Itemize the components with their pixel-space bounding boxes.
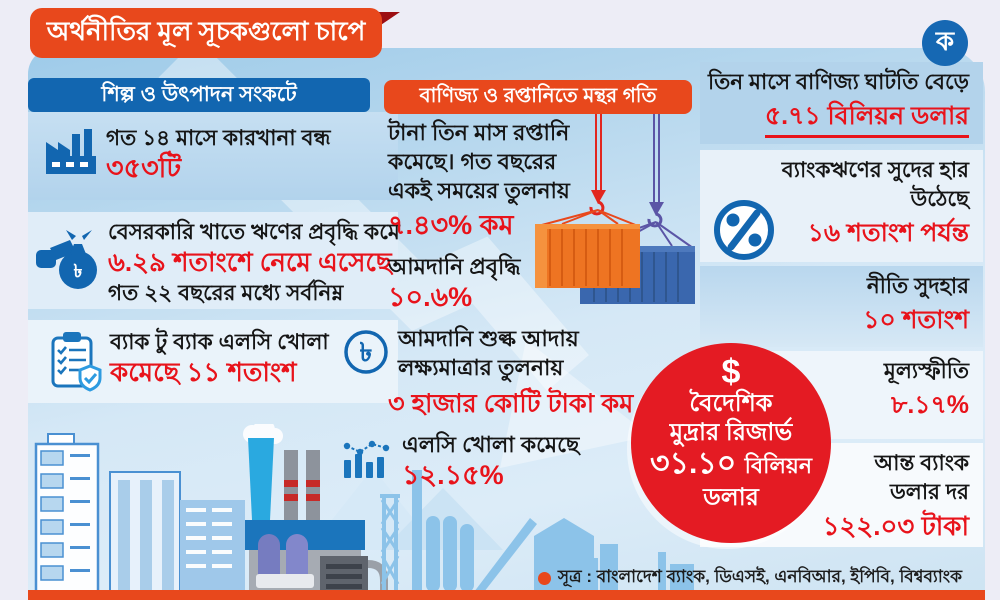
stat-import-growth xyxy=(388,252,520,314)
stat-value: ৩৫৩টি xyxy=(106,153,182,183)
stat-policy-rate xyxy=(700,266,983,347)
stat-lc-opening-decline xyxy=(402,430,579,492)
stat-line: কমেছে। গত বছরের xyxy=(388,149,557,174)
stat-line: টানা তিন মাস রপ্তানি xyxy=(388,120,570,145)
stat-factories-closed xyxy=(106,124,331,185)
stat-label: আন্ত ব্যাংক xyxy=(874,451,969,475)
badge-line: বৈদেশিক xyxy=(689,390,773,417)
badge-value-unit: বিলিয়ন xyxy=(744,453,812,478)
stat-value: ৬.২৯ শতাংশে নেমে এসেছে xyxy=(108,247,392,277)
stat-value: ৮.১৭% xyxy=(891,391,969,419)
stat-value: ১২.১৫% xyxy=(402,460,504,490)
stat-value: ৭.৪৩% কম xyxy=(388,210,514,240)
stat-value: ৫.৭১ বিলিয়ন ডলার xyxy=(765,100,969,138)
source-bullet-icon xyxy=(538,572,551,585)
page-title: অর্থনীতির মূল সূচকগুলো চাপে xyxy=(30,8,382,58)
taka-circle-icon xyxy=(342,328,390,376)
bar-chart-icon xyxy=(342,438,394,480)
stat-line: আমদানি শুল্ক আদায় xyxy=(398,326,579,351)
stat-value: ১২২.০৩ টাকা xyxy=(822,511,969,541)
clipboard-check-icon xyxy=(48,330,104,392)
stat-private-credit-growth xyxy=(108,218,400,307)
stat-label: তিন মাসে বাণিজ্য ঘাটতি বেড়ে xyxy=(707,70,969,94)
taka-symbol: ৳ xyxy=(73,261,83,281)
stat-label: আমদানি প্রবৃদ্ধি xyxy=(388,254,521,279)
stat-value: ৩ হাজার কোটি টাকা কম xyxy=(388,390,634,418)
stat-label: ব্যাংকঋণের সুদের হার xyxy=(781,158,969,182)
stat-import-duty-shortfall xyxy=(398,324,579,382)
stat-back-to-back-lc xyxy=(110,328,329,389)
stat-label: মূল্যস্ফীতি xyxy=(883,359,969,383)
badge-line: ডলার xyxy=(703,484,759,511)
stat-label: ব্যাক টু ব্যাক এলসি খোলা xyxy=(110,330,329,354)
section-header-industry: শিল্প ও উৎপাদন সংকটে xyxy=(28,78,370,112)
taka-symbol: ৳ xyxy=(359,337,373,367)
percent-icon xyxy=(712,198,776,262)
stat-label: উঠেছে xyxy=(910,187,969,211)
newspaper-logo-icon: ক xyxy=(922,20,968,66)
stat-label: এলসি খোলা কমেছে xyxy=(402,432,580,457)
source-line xyxy=(538,564,962,592)
stat-export-decline xyxy=(388,118,570,242)
factory-icon xyxy=(44,126,98,176)
stat-value: ১০.৬% xyxy=(388,282,473,312)
stat-value: কমেছে ১১ শতাংশ xyxy=(110,357,297,387)
badge-value: ৩১.১০ xyxy=(650,447,737,480)
dollar-icon: $ xyxy=(721,353,741,391)
stat-label: গত ১৪ মাসে কারখানা বন্ধ xyxy=(106,126,331,150)
money-bag-icon xyxy=(36,226,104,294)
section-header-trade: বাণিজ্য ও রপ্তানিতে মন্থর গতি xyxy=(384,80,692,114)
stat-note: গত ২২ বছরের মধ্যে সর্বনিম্ন xyxy=(108,281,344,305)
stat-label: বেসরকারি খাতে ঋণের প্রবৃদ্ধি কমে xyxy=(108,220,400,244)
stat-value: ১৬ শতাংশ পর্যন্ত xyxy=(807,219,969,247)
stat-label: ডলার দর xyxy=(889,480,969,504)
stat-value: ১০ শতাংশ xyxy=(863,306,969,334)
stat-line: লক্ষ্যমাত্রার তুলনায় xyxy=(398,355,564,380)
forex-reserve-badge xyxy=(631,343,831,543)
source-text: সূত্র : বাংলাদেশ ব্যাংক, ডিএসই, এনবিআর, ইপিবি, বিশ্বব্যাংক xyxy=(557,567,962,586)
stat-line: একই সময়ের তুলনায় xyxy=(388,178,570,203)
stat-label: নীতি সুদহার xyxy=(866,274,969,298)
badge-line: মুদ্রার রিজার্ভ xyxy=(669,419,793,446)
stat-trade-deficit xyxy=(700,62,983,144)
